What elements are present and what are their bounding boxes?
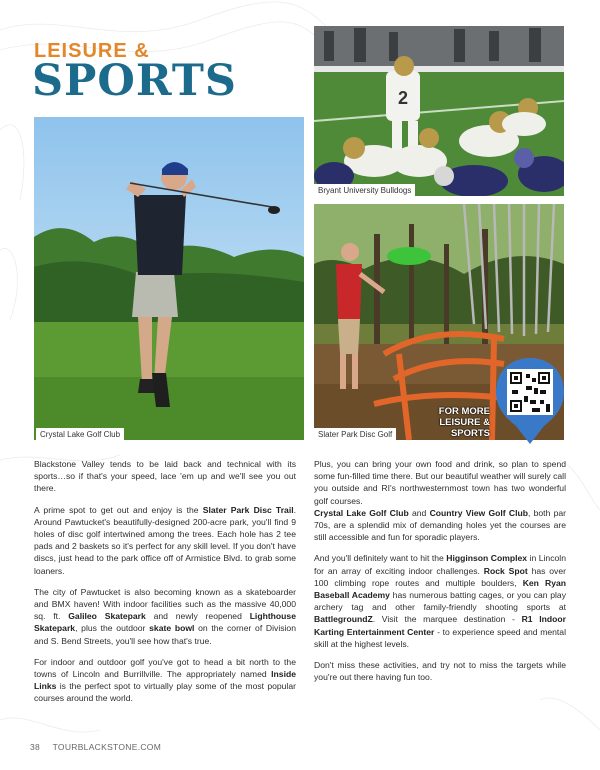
left-paragraph-4: For indoor and outdoor golf you've got to head a bit north to the towns of Lincoln and Burrillville. The appropriately named Inside Links is the perfect spot to virtually play some of the most popular courses around the world. [34,656,296,704]
disc-golf-photo-caption: Slater Park Disc Golf [314,428,396,441]
page-title: SPORTS [32,56,237,106]
page-number: 38 [30,742,41,752]
right-paragraph-4: Don't miss these activities, and try not to miss the targets while you're out there having fun too. [314,660,566,683]
right-paragraph-2: Crystal Lake Golf Club and Country View Golf Club, both par 70s, are a splendid mix of demanding holes yet the courses are still accessible and fun for sporadic players. [314,507,567,543]
more-line-1: FOR MORE [438,406,490,417]
site-url[interactable]: TOURBLACKSTONE.COM [52,742,162,752]
football-photo [314,26,564,196]
more-leisure-sports-link[interactable] [398,406,490,439]
section-kicker: LEISURE & [34,40,150,62]
golf-photo [34,117,304,440]
right-paragraph-1: Plus, you can bring your own food and drink, so plan to spend some fun-filled time there. But our beautiful weather will surely call you outside and RI's northwesternmost town has two wonderful golf courses. [314,459,566,506]
svg-text:2: 2 [398,88,409,108]
left-paragraph-3: The city of Pawtucket is also becoming known as a skateboarder and BMX haven! With indoor facilities such as the massive 40,000 sq. ft. Galileo Skatepark and newly reopened Lighthouse Skatepark, plus the outdoor skate bowl on the corner of Division and S. Bend Streets, you'll see how that's true. [34,586,296,646]
more-line-2: LEISURE & SPORTS [439,417,490,439]
golf-photo-caption: Crystal Lake Golf Club [36,428,124,441]
left-text-column [34,458,296,714]
page-footer [30,742,161,752]
right-paragraph-3: And you'll definitely want to hit the Higginson Complex in Lincoln for an array of exciting indoor challenges. Rock Spot has over 100 climbing rope routes and multiple boulders, Ken Ryan Baseball Academy has numerous batting cages, or you can play archery tag and other family-friendly shooting sports at BattlegroundZ. Visit the marquee destination - R1 Indoor Karting Entertainment Center - to experience speed and mental skill at the highest levels. [314,553,566,649]
qr-code-badge[interactable] [494,356,566,446]
right-text-column [314,458,566,692]
left-paragraph-1: Blackstone Valley tends to be laid back and technical with its sports…so if that's your speed, lace 'em up and we'll see you out there. [34,459,296,494]
football-photo-caption: Bryant University Bulldogs [314,184,415,197]
left-paragraph-2: A prime spot to get out and enjoy is the Slater Park Disc Trail. Around Pawtucket's beautifully-designed 200-acre park, you'll find 9 holes of disc golf intertwined among the trees. Each hole has 2 tee pads and 2 baskets so it's perfect for any skill level. If you don't have discs, just head to the park office off of Armistice Blvd. to grab some loaners. [34,504,296,576]
